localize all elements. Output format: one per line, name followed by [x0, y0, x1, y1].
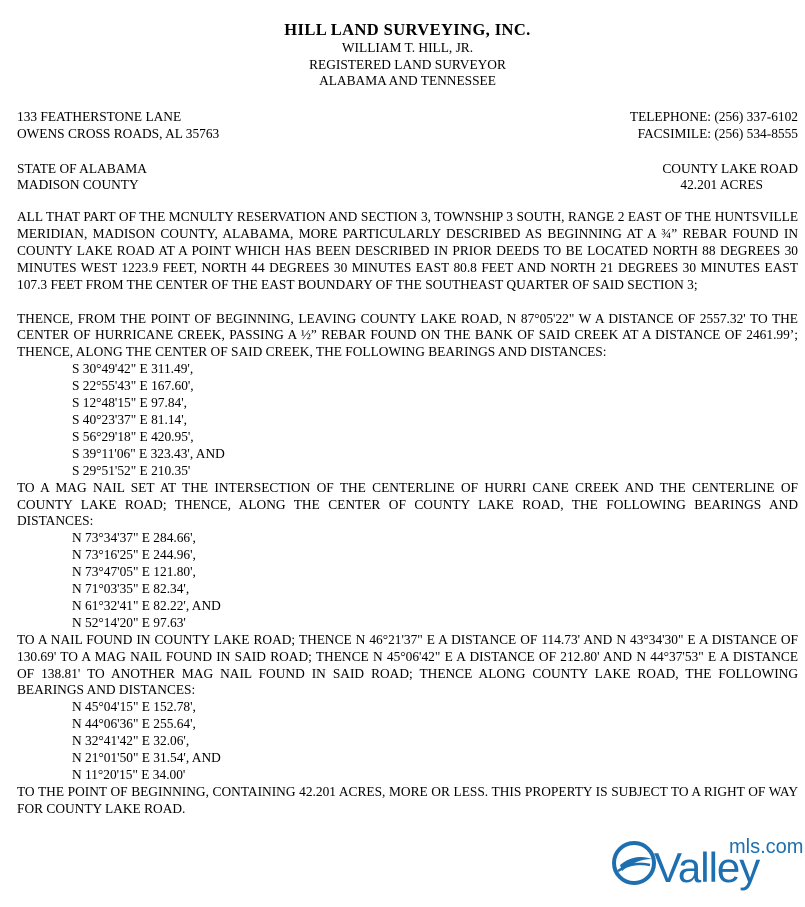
telephone: TELEPHONE: (256) 337-6102: [629, 109, 798, 124]
list-item: S 56°29'18" E 420.95',: [72, 428, 194, 444]
list-item: N 52°14'20" E 97.63': [72, 614, 186, 630]
thence-paragraph-2: TO A MAG NAIL SET AT THE INTERSECTION OF THE CENTERLINE OF HURRI CANE CREEK AND THE CENTERLINE OF COUNTY LAKE ROAD; THENCE, ALONG THE CENTER OF COUNTY LAKE ROAD, THE FOLLOWING BEARINGS AND DISTANCES:: [17, 479, 798, 529]
closing-paragraph: TO THE POINT OF BEGINNING, CONTAINING 42.201 ACRES, MORE OR LESS. THIS PROPERTY IS SUBJECT TO A RIGHT OF WAY FOR COUNTY LAKE ROAD.: [17, 783, 798, 816]
list-item: S 39°11'06" E 323.43', AND: [72, 445, 225, 461]
surveyor-name: WILLIAM T. HILL, JR.: [341, 40, 474, 55]
list-item: N 73°34'37" E 284.66',: [72, 530, 196, 546]
company-name: HILL LAND SURVEYING, INC.: [284, 20, 531, 39]
list-item: S 29°51'52" E 210.35': [72, 462, 191, 478]
list-item: S 40°23'37" E 81.14',: [72, 411, 187, 427]
valley-logo-icon: [612, 841, 656, 885]
state-label: STATE OF ALABAMA: [17, 161, 147, 176]
list-item: N 73°47'05" E 121.80',: [72, 564, 196, 580]
road-label: COUNTY LAKE ROAD: [662, 161, 798, 176]
thence-paragraph-1: THENCE, FROM THE POINT OF BEGINNING, LEAVING COUNTY LAKE ROAD, N 87°05'22" W A DISTANCE OF 2557.32' TO THE CENTER OF HURRICANE CREEK, PASSING A ½” REBAR FOUND ON THE BANK OF SAID CREEK AT A DISTANCE OF 2461.99’; THENCE, ALONG THE CENTER OF SAID CREEK, THE FOLLOWING BEARINGS AND DISTANCES:: [17, 310, 798, 360]
address-line-1: 133 FEATHERSTONE LANE: [17, 109, 182, 124]
watermark-brand: Valley: [654, 844, 760, 891]
watermark-domain: mls.com: [729, 836, 804, 858]
valley-mls-watermark: [612, 838, 805, 893]
county-label: MADISON COUNTY: [17, 177, 139, 192]
final-bearings-list: [17, 699, 798, 784]
creek-bearings-list: [17, 361, 798, 479]
location-row-1: [17, 161, 798, 178]
acreage-label: 42.201 ACRES: [680, 177, 763, 192]
list-item: N 32°41'42" E 32.06',: [72, 733, 190, 749]
road-bearings-list: [17, 530, 798, 631]
list-item: N 21°01'50" E 31.54', AND: [72, 750, 221, 766]
list-item: N 11°20'15" E 34.00': [72, 767, 186, 782]
thence-paragraph-3: TO A NAIL FOUND IN COUNTY LAKE ROAD; THENCE N 46°21'37" E A DISTANCE OF 114.73' AND N 43°34'30" E A DISTANCE OF 130.69' TO A MAG NAIL FOUND IN SAID ROAD; THENCE N 45°06'42" E A DISTANCE OF 212.80' AND N 44°37'53" E A DISTANCE OF 138.81' TO ANOTHER MAG NAIL FOUND IN SAID ROAD; THENCE ALONG COUNTY LAKE ROAD, THE FOLLOWING BEARINGS AND DISTANCES:: [17, 631, 798, 698]
letterhead: [0, 20, 805, 90]
list-item: N 61°32'41" E 82.22', AND: [72, 597, 221, 613]
licensed-states: ALABAMA AND TENNESSEE: [319, 73, 496, 88]
intro-paragraph: ALL THAT PART OF THE MCNULTY RESERVATION AND SECTION 3, TOWNSHIP 3 SOUTH, RANGE 2 EAST OF THE HUNTSVILLE MERIDIAN, MADISON COUNTY, ALABAMA, MORE PARTICULARLY DESCRIBED AS BEGINNING AT A ¾” REBAR FOUND IN COUNTY LAKE ROAD AT A POINT WHICH HAS BEEN DESCRIBED IN PRIOR DEEDS TO BE LOCATED NORTH 88 DEGREES 30 MINUTES WEST 1223.9 FEET, NORTH 44 DEGREES 30 MINUTES EAST 80.8 FEET AND NORTH 21 DEGREES 30 MINUTES EAST 107.3 FEET FROM THE CENTER OF THE EAST BOUNDARY OF THE SOUTHEAST QUARTER OF SAID SECTION 3;: [17, 209, 798, 292]
legal-description: [17, 209, 798, 818]
facsimile: FACSIMILE: (256) 534-8555: [637, 126, 798, 141]
list-item: S 12°48'15" E 97.84',: [72, 395, 187, 411]
list-item: S 30°49'42" E 311.49',: [72, 361, 194, 377]
list-item: S 22°55'43" E 167.60',: [72, 378, 194, 394]
list-item: N 73°16'25" E 244.96',: [72, 547, 196, 563]
address-line-2: OWENS CROSS ROADS, AL 35763: [17, 126, 220, 141]
list-item: N 44°06'36" E 255.64',: [72, 716, 196, 732]
surveyor-title: REGISTERED LAND SURVEYOR: [309, 56, 506, 72]
list-item: N 71°03'35" E 82.34',: [72, 581, 190, 597]
contact-row-2: [17, 126, 798, 143]
contact-row-1: [17, 109, 798, 126]
location-row-2: [17, 177, 798, 194]
list-item: N 45°04'15" E 152.78',: [72, 699, 196, 715]
